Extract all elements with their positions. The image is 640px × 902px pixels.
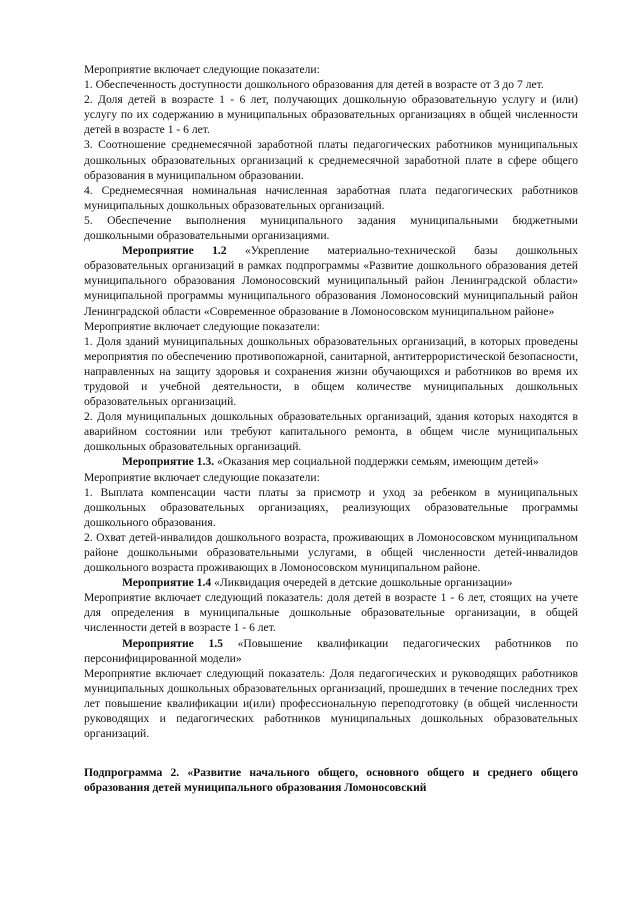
- indicator-item: 1. Доля зданий муниципальных дошкольных образовательных организаций, в которых проведены мероприятия по обеспечению противопожарной, санитарной, антитеррористической безопасности, направленных на защиту здоровья и сохранения жизни обучающихся и работников во время их трудовой и учебной деятельности, в общем количестве муниципальных дошкольных образовательных организаций.: [84, 334, 578, 409]
- indicator-item: Мероприятие включает следующий показатель: доля детей в возрасте 1 - 6 лет, стоящих на учете для определения в муниципальные дошкольные образовательные организации, в общей численности детей в возрасте 1 - 6 лет.: [84, 591, 578, 635]
- subprogram-2-heading: Подпрограмма 2. «Развитие начального общего, основного общего и среднего общего образования детей муниципального образования Ломоносовский: [84, 766, 578, 795]
- indicator-item: Мероприятие включает следующий показатель: Доля педагогических и руководящих работников муниципальных дошкольных образовательных организаций, прошедших в течение последних трех лет повышение квалификации и(или) профессиональную переподготовку (в общей численности руководящих и педагогических работников муниципальных дошкольных образовательных организаций.: [84, 666, 578, 741]
- indicator-item: 3. Соотношение среднемесячной заработной платы педагогических работников муниципальных дошкольных образовательных организаций к среднемесячной заработной плате в сфере общего образования в муниципальном образовании.: [84, 138, 578, 182]
- measure-label: Мероприятие 1.5: [122, 636, 223, 650]
- measure-label: Мероприятие 1.4: [122, 576, 212, 590]
- measure-text: «Ликвидация очередей в детские дошкольные организации»: [211, 576, 513, 590]
- measure-1-3: [84, 454, 578, 469]
- measure-1-2: [84, 243, 578, 318]
- indicators-intro: Мероприятие включает следующие показатели:: [84, 470, 320, 484]
- indicator-item: 2. Доля муниципальных дошкольных образовательных организаций, здания которых находятся в аварийном состоянии или требуют капитального ремонта, в общем числе муниципальных дошкольных образовательных организаций.: [84, 410, 578, 454]
- indicator-item: 4. Среднемесячная номинальная начисленная заработная плата педагогических работников муниципальных дошкольных образовательных организаций.: [84, 183, 578, 212]
- measure-1-4: [84, 575, 578, 590]
- indicator-item: 2. Доля детей в возрасте 1 - 6 лет, получающих дошкольную образовательную услугу и (или) услугу по их содержанию в муниципальных образовательных организациях в общей численности детей в возрасте 1 - 6 лет.: [84, 93, 578, 137]
- measure-text: «Повышение квалификации педагогических работников по персонифицированной модели»: [84, 636, 578, 665]
- measure-text: «Оказания мер социальной поддержки семьям, имеющим детей»: [214, 455, 539, 469]
- measure-text: «Укрепление материально-технической базы дошкольных образовательных организаций в рамках подпрограммы «Развитие дошкольного образования детей муниципального образования Ломоносовский муниципальный район Ленинградской области» муниципальной программы муниципального образования Ломоносовский муниципальный район Ленинградской области «Современное образование в Ломоносовском муниципальном районе»: [84, 244, 578, 318]
- indicator-item: 2. Охват детей-инвалидов дошкольного возраста, проживающих в Ломоносовском муниципальном районе дошкольными образовательными услугами, в общей численности детей-инвалидов дошкольного возраста проживающих в Ломоносовском муниципальном районе.: [84, 530, 578, 575]
- measure-1-5: [84, 636, 578, 666]
- indicator-item: 1. Выплата компенсации части платы за присмотр и уход за ребенком в муниципальных дошкольных образовательных организациях, реализующих образовательные программы дошкольного образования.: [84, 485, 578, 529]
- document-page: [84, 62, 578, 795]
- measure-label: Мероприятие 1.3.: [122, 455, 215, 469]
- measure-label: Мероприятие 1.2: [122, 244, 227, 258]
- indicators-intro: Мероприятие включает следующие показатели:: [84, 319, 320, 333]
- indicator-item: 5. Обеспечение выполнения муниципального задания муниципальными бюджетными дошкольными образовательными организациями.: [84, 213, 578, 243]
- indicator-item: 1. Обеспеченность доступности дошкольного образования для детей в возрасте от 3 до 7 лет.: [84, 78, 544, 92]
- indicators-intro: Мероприятие включает следующие показатели:: [84, 63, 320, 76]
